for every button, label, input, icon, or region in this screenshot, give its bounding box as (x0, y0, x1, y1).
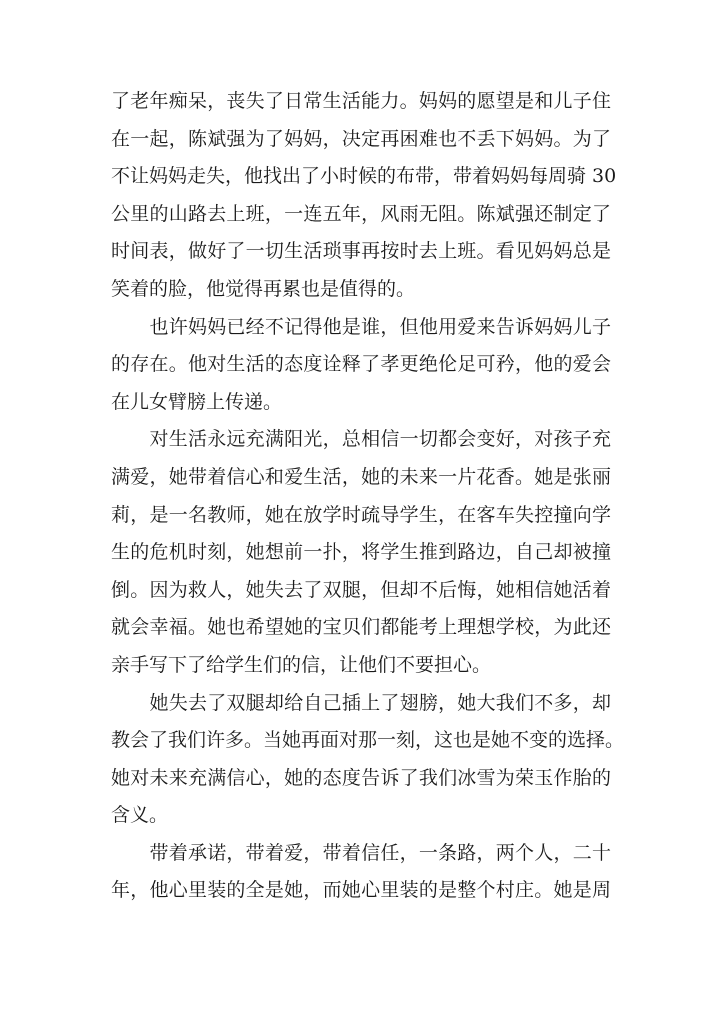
text-line: 笑着的脸，他觉得再累也是值得的。 (111, 277, 416, 300)
text-line: 公里的山路去上班，一连五年，风雨无阻。陈斌强还制定了 (111, 202, 611, 225)
text-line: 满爱，她带着信心和爱生活，她的未来一片花香。她是张丽 (111, 465, 611, 488)
text-line: 带着承诺，带着爱，带着信任，一条路，两个人，二十 (111, 841, 611, 864)
text-line: 在一起，陈斌强为了妈妈，决定再困难也不丢下妈妈。为了 (111, 127, 611, 150)
text-line: 不让妈妈走失，他找出了小时候的布带，带着妈妈每周骑 30 (111, 165, 617, 188)
text-line: 时间表，做好了一切生活琐事再按时去上班。看见妈妈总是 (111, 240, 611, 263)
text-line: 年，他心里装的全是她，而她心里装的是整个村庄。她是周 (111, 879, 611, 902)
text-line: 含义。 (111, 804, 169, 827)
paragraph-3 (111, 421, 611, 684)
text-line: 莉，是一名教师，她在放学时疏导学生，在客车失控撞向学 (111, 503, 611, 526)
text-line: 对生活永远充满阳光，总相信一切都会变好，对孩子充 (111, 428, 611, 451)
text-line: 倒。因为救人，她失去了双腿，但却不后悔，她相信她活着 (111, 578, 611, 601)
text-line: 就会幸福。她也希望她的宝贝们都能考上理想学校，为此还 (111, 616, 611, 639)
text-line: 也许妈妈已经不记得他是谁，但他用爱来告诉妈妈儿子 (111, 315, 611, 338)
text-line: 生的危机时刻，她想前一扑，将学生推到路边，自己却被撞 (111, 541, 611, 564)
paragraph-4 (111, 685, 625, 835)
text-line: 亲手写下了给学生们的信，让他们不要担心。 (111, 653, 492, 676)
text-line: 她对未来充满信心，她的态度告诉了我们冰雪为荣玉作胎的 (111, 766, 611, 789)
paragraph-5 (111, 835, 611, 910)
paragraph-2 (111, 309, 611, 422)
text-line: 教会了我们许多。当她再面对那一刻，这也是她不变的选择。 (111, 729, 625, 752)
text-line: 的存在。他对生活的态度诠释了孝更绝伦足可矜，他的爱会 (111, 353, 611, 376)
text-line: 她失去了双腿却给自己插上了翅膀，她大我们不多，却 (111, 691, 611, 714)
text-line: 了老年痴呆，丧失了日常生活能力。妈妈的愿望是和儿子住 (111, 90, 611, 112)
text-line: 在儿女臂膀上传递。 (111, 390, 283, 413)
paragraph-1 (111, 83, 617, 309)
body-text (111, 83, 625, 910)
